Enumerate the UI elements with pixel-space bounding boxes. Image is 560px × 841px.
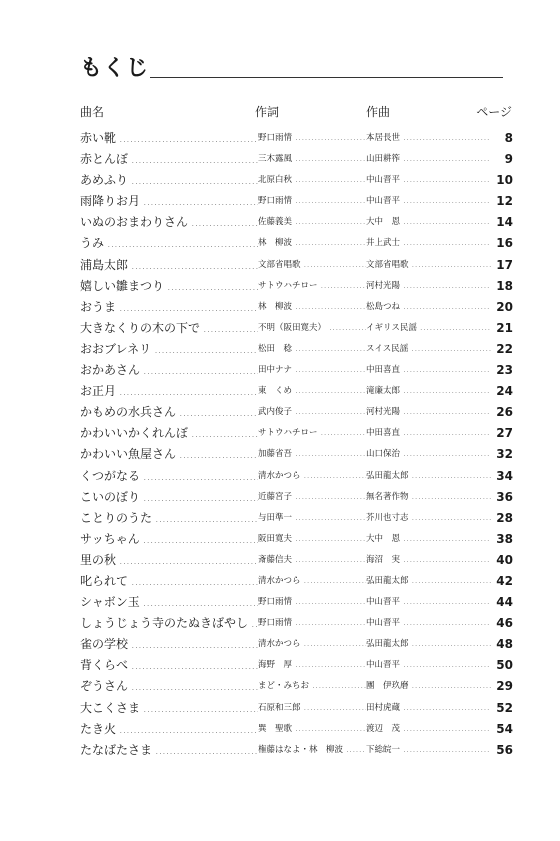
page-number: 28 (496, 510, 513, 525)
page-number: 23 (496, 363, 513, 378)
page-number: 8 (504, 131, 513, 145)
toc-entry[interactable] (80, 698, 513, 719)
lyricist-name: 石原和三郎 ..... (258, 698, 366, 719)
song-title: かわいい魚屋さん ..... (80, 444, 258, 466)
toc-entry[interactable] (80, 655, 513, 676)
header-lyricist: 作詞 (255, 105, 280, 119)
composer-name: 中山晋平 ..... (366, 191, 491, 212)
composer-name: 團 伊玖磨 ..... (366, 676, 491, 697)
toc-entry[interactable] (80, 297, 513, 318)
page-number: 29 (496, 679, 513, 694)
lyricist-name: 清水かつら ..... (258, 571, 366, 592)
composer-name: 中山晋平 ..... (366, 170, 491, 191)
composer-name: 滝廉太郎 ..... (366, 381, 491, 402)
lyricist-name: 野口雨情 ..... (258, 128, 366, 149)
lyricist-name: 清水かつら ..... (258, 466, 366, 487)
song-title: しょうじょう寺のたぬきばやし ..... (80, 613, 258, 635)
lyricist-name: 加藤省吾 ..... (258, 444, 366, 465)
toc-entry[interactable] (80, 360, 513, 381)
composer-name: 中山晋平 ..... (366, 655, 491, 676)
toc-entry[interactable] (80, 487, 513, 508)
song-title: 雀の学校 ..... (80, 634, 258, 656)
toc-entry[interactable] (80, 276, 513, 297)
composer-name: 河村光陽 ..... (366, 276, 491, 297)
toc-entry[interactable] (80, 634, 513, 655)
lyricist-name: 斎藤信夫 ..... (258, 550, 366, 571)
lyricist-name: 林 柳波 ..... (258, 233, 366, 254)
toc-entry[interactable] (80, 381, 513, 402)
toc-entry[interactable] (80, 592, 513, 613)
page-number: 36 (496, 489, 513, 504)
lyricist-name: 東 くめ ..... (258, 381, 366, 402)
lyricist-name: 松田 稔 ..... (258, 339, 366, 360)
page-number: 21 (496, 320, 513, 335)
lyricist-name: 野口雨情 ..... (258, 191, 366, 212)
lyricist-name: 武内俊子 ..... (258, 402, 366, 423)
song-title: 大きなくりの木の下で ..... (80, 318, 258, 340)
toc-entry[interactable] (80, 128, 513, 149)
toc-entry[interactable] (80, 571, 513, 592)
toc-list (80, 128, 513, 761)
page-number: 48 (496, 637, 513, 652)
song-title: 嬉しい雛まつり ..... (80, 276, 258, 298)
composer-name: 河村光陽 ..... (366, 402, 491, 423)
header-composer: 作曲 (366, 105, 391, 119)
lyricist-name: 北原白秋 ..... (258, 170, 366, 191)
toc-entry[interactable] (80, 339, 513, 360)
toc-entry[interactable] (80, 423, 513, 444)
composer-name: 山口保治 ..... (366, 444, 491, 465)
lyricist-name: 海野 厚 ..... (258, 655, 366, 676)
song-title: 大こくさま ..... (80, 698, 258, 720)
toc-entry[interactable] (80, 508, 513, 529)
page-number: 16 (496, 236, 513, 251)
composer-name: 大中 恩 ..... (366, 529, 491, 550)
page-number: 32 (496, 447, 513, 462)
page-number: 12 (496, 194, 513, 209)
page-number: 18 (496, 278, 513, 293)
lyricist-name: まど・みちお ..... (258, 676, 366, 697)
lyricist-name: 文部省唱歌 ..... (258, 255, 366, 276)
header-page: ページ (476, 105, 512, 119)
composer-name: 弘田龍太郎 ..... (366, 634, 491, 655)
header-song: 曲名 (80, 105, 105, 119)
song-title: うみ ..... (80, 233, 258, 255)
composer-name: 山田耕筰 ..... (366, 149, 491, 170)
lyricist-name: サトウハチロー ..... (258, 423, 366, 444)
lyricist-name: 野口雨情 ..... (258, 592, 366, 613)
song-title: かもめの水兵さん ..... (80, 402, 258, 424)
song-title: たき火 ..... (80, 719, 258, 741)
lyricist-name: 佐藤義美 ..... (258, 212, 366, 233)
song-title: 叱られて ..... (80, 571, 258, 593)
lyricist-name: 巽 聖歌 ..... (258, 719, 366, 740)
song-title: 雨降りお月 ..... (80, 191, 258, 213)
page-number: 56 (496, 742, 513, 757)
composer-name: 芥川也寸志 ..... (366, 508, 491, 529)
lyricist-name: 権藤はなよ・林 柳波 ..... (258, 740, 366, 761)
song-title: 赤とんぼ ..... (80, 149, 258, 171)
page-number: 26 (496, 405, 513, 420)
title-row (80, 55, 503, 85)
composer-name: 井上武士 ..... (366, 233, 491, 254)
composer-name: 弘田龍太郎 ..... (366, 466, 491, 487)
composer-name: 中山晋平 ..... (366, 613, 491, 634)
page-number: 34 (496, 468, 513, 483)
song-title: こいのぼり ..... (80, 487, 258, 509)
page-number: 14 (496, 215, 513, 230)
composer-name: 弘田龍太郎 ..... (366, 571, 491, 592)
song-title: おかあさん ..... (80, 360, 258, 382)
toc-entry[interactable] (80, 444, 513, 465)
toc-entry[interactable] (80, 613, 513, 634)
song-title: 背くらべ ..... (80, 655, 258, 677)
composer-name: 下総皖一 ..... (366, 740, 491, 761)
page-number: 42 (496, 573, 513, 588)
page-number: 10 (496, 173, 513, 188)
song-title: 里の秋 ..... (80, 550, 258, 572)
toc-entry[interactable] (80, 676, 513, 697)
page-number: 27 (496, 426, 513, 441)
lyricist-name: 三木露風 ..... (258, 149, 366, 170)
lyricist-name: 不明（阪田寛夫） ..... (258, 318, 366, 339)
page-title: もくじ (80, 56, 150, 81)
lyricist-name: 田中ナナ ..... (258, 360, 366, 381)
toc-entry[interactable] (80, 402, 513, 423)
composer-name: 無名著作物 ..... (366, 487, 491, 508)
composer-name: 中田喜直 ..... (366, 423, 491, 444)
toc-entry[interactable] (80, 191, 513, 212)
toc-entry[interactable] (80, 740, 513, 761)
song-title: おおブレネリ ..... (80, 339, 258, 361)
page-number: 17 (496, 257, 513, 272)
song-title: たなばたさま ..... (80, 740, 258, 762)
toc-entry[interactable] (80, 466, 513, 487)
composer-name: 松島つね ..... (366, 297, 491, 318)
composer-name: 文部省唱歌 ..... (366, 255, 491, 276)
toc-entry[interactable] (80, 212, 513, 233)
lyricist-name: 阪田寛夫 ..... (258, 529, 366, 550)
composer-name: 渡辺 茂 ..... (366, 719, 491, 740)
song-title: あめふり ..... (80, 170, 258, 192)
composer-name: 中田喜直 ..... (366, 360, 491, 381)
song-title: ぞうさん ..... (80, 676, 258, 698)
toc-entry[interactable] (80, 170, 513, 191)
composer-name: 本居長世 ..... (366, 128, 491, 149)
lyricist-name: 清水かつら ..... (258, 634, 366, 655)
page-number: 54 (496, 721, 513, 736)
song-title: おうま ..... (80, 297, 258, 319)
page-number: 38 (496, 531, 513, 546)
page-number: 50 (496, 658, 513, 673)
song-title: シャボン玉 ..... (80, 592, 258, 614)
toc-entry[interactable] (80, 255, 513, 276)
page-number: 40 (496, 552, 513, 567)
page-number: 46 (496, 616, 513, 631)
song-title: サッちゃん ..... (80, 529, 258, 551)
table-header (80, 103, 512, 123)
toc-entry[interactable] (80, 719, 513, 740)
song-title: かわいいかくれんぼ ..... (80, 423, 258, 445)
toc-entry[interactable] (80, 318, 513, 339)
composer-name: 田村虎蔵 ..... (366, 698, 491, 719)
toc-entry[interactable] (80, 529, 513, 550)
lyricist-name: 林 柳波 ..... (258, 297, 366, 318)
lyricist-name: 近藤宮子 ..... (258, 487, 366, 508)
toc-entry[interactable] (80, 233, 513, 254)
toc-entry[interactable] (80, 149, 513, 170)
song-title: ことりのうた ..... (80, 508, 258, 530)
composer-name: 海沼 実 ..... (366, 550, 491, 571)
song-title: お正月 ..... (80, 381, 258, 403)
page-number: 22 (496, 341, 513, 356)
composer-name: 中山晋平 ..... (366, 592, 491, 613)
lyricist-name: 与田準一 ..... (258, 508, 366, 529)
lyricist-name: サトウハチロー ..... (258, 276, 366, 297)
composer-name: 大中 恩 ..... (366, 212, 491, 233)
page-number: 24 (496, 384, 513, 399)
page-number: 9 (504, 152, 513, 167)
song-title: くつがなる ..... (80, 466, 258, 488)
lyricist-name: 野口雨情 ..... (258, 613, 366, 634)
song-title: 浦島太郎 ..... (80, 255, 258, 277)
page-number: 44 (496, 595, 513, 610)
song-title: 赤い靴 ..... (80, 128, 258, 150)
song-title: いぬのおまわりさん ..... (80, 212, 258, 234)
title-underline (150, 77, 503, 78)
composer-name: イギリス民謡 ..... (366, 318, 491, 339)
toc-entry[interactable] (80, 550, 513, 571)
composer-name: スイス民謡 ..... (366, 339, 491, 360)
page-number: 20 (496, 299, 513, 314)
page-number: 52 (496, 700, 513, 715)
